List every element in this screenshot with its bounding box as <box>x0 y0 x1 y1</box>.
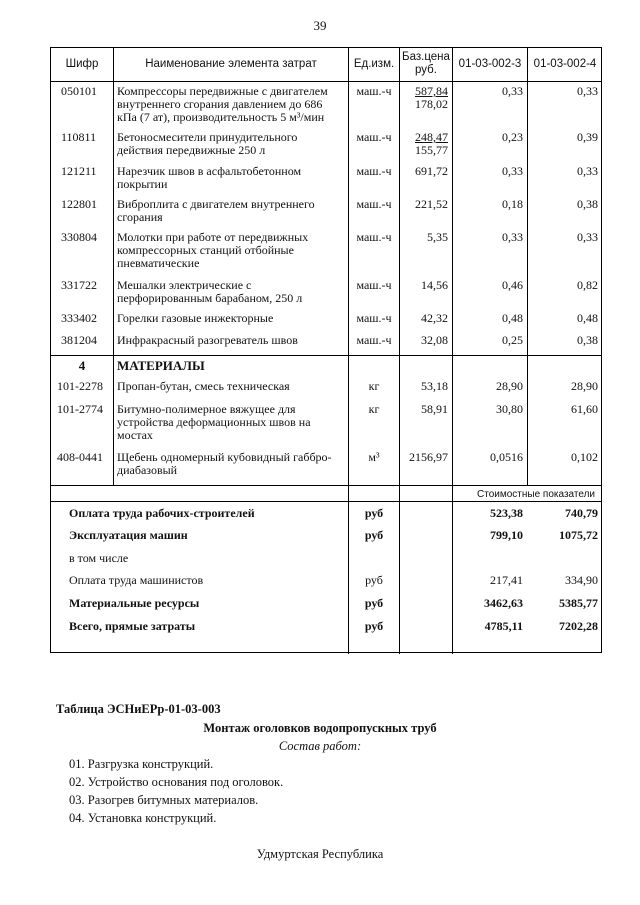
row-price: 32,08 <box>421 333 448 347</box>
summary-value-4: 5385,77 <box>559 596 598 610</box>
summary-value-3: 3462,63 <box>484 596 523 610</box>
summary-value-4: 1075,72 <box>559 528 598 542</box>
summary-unit: руб <box>364 596 384 610</box>
row-price-machinist: 178,02 <box>415 97 448 111</box>
header-divider <box>51 81 601 82</box>
materials-end-divider <box>51 485 601 486</box>
section-code: 4 <box>78 358 86 373</box>
summary-label: Оплата труда рабочих-строителей <box>69 506 255 520</box>
row-value-4: 0,102 <box>571 450 598 464</box>
row-price: 58,91 <box>421 402 448 416</box>
row-code: 333402 <box>61 311 97 325</box>
row-unit: маш.-ч <box>356 230 392 244</box>
row-value-3: 28,90 <box>496 379 523 393</box>
row-code: 331722 <box>61 278 97 292</box>
header-name: Наименование элемента затрат <box>145 58 317 70</box>
row-value-3: 0,0516 <box>490 450 523 464</box>
row-value-3: 0,25 <box>502 333 523 347</box>
row-unit: маш.-ч <box>356 278 392 292</box>
section-divider <box>51 355 601 356</box>
header-col4: 01-03-002-4 <box>533 58 597 70</box>
table-title: Монтаж оголовков водопропускных труб <box>203 721 437 735</box>
work-item: 02. Устройство основания под оголовок. <box>69 775 284 789</box>
row-value-4: 0,33 <box>577 84 598 98</box>
summary-unit: руб <box>364 619 384 633</box>
summary-label: в том числе <box>69 551 129 565</box>
row-price: 221,52 <box>415 197 448 211</box>
row-value-4: 0,48 <box>577 311 598 325</box>
row-value-4: 61,60 <box>571 402 598 416</box>
row-price: 248,47 <box>415 130 448 144</box>
row-code: 101-2774 <box>57 402 103 416</box>
summary-value-3: 799,10 <box>490 528 523 542</box>
col-divider <box>527 48 528 485</box>
region-footer: Удмуртская Республика <box>256 847 384 861</box>
row-unit: кг <box>368 379 380 393</box>
work-item: 04. Установка конструкций. <box>69 811 217 825</box>
row-code: 110811 <box>61 130 97 144</box>
row-code: 330804 <box>61 230 97 244</box>
row-unit: маш.-ч <box>356 197 392 211</box>
row-name: Мешалки электрические с перфорированным барабаном, 250 л <box>117 278 303 305</box>
row-name: Компрессоры передвижные с двигателем внутреннего сгорания давлением до 686 кПа (7 ат), производительность 5 м³/мин <box>117 84 328 124</box>
row-value-4: 0,39 <box>577 130 598 144</box>
row-code: 101-2278 <box>57 379 103 393</box>
summary-label: Оплата труда машинистов <box>69 573 204 587</box>
summary-value-3: 523,38 <box>490 506 523 520</box>
row-name: Бетоносмесители принудительного действия передвижные 250 л <box>117 130 298 157</box>
row-value-4: 0,38 <box>577 333 598 347</box>
row-price: 53,18 <box>421 379 448 393</box>
row-price: 587,84 <box>415 84 448 98</box>
summary-value-4: 334,90 <box>565 573 598 587</box>
summary-label: Эксплуатация машин <box>69 528 188 542</box>
header-unit: Ед.изм. <box>353 58 395 70</box>
summary-value-3: 217,41 <box>490 573 523 587</box>
section-title: МАТЕРИАЛЫ <box>117 358 205 373</box>
row-price: 2156,97 <box>409 450 448 464</box>
row-name: Битумно-полимерное вяжущее для устройства деформационных швов на мостах <box>117 402 311 442</box>
row-value-3: 0,33 <box>502 230 523 244</box>
row-value-3: 0,33 <box>502 84 523 98</box>
row-value-4: 0,33 <box>577 230 598 244</box>
row-value-3: 30,80 <box>496 402 523 416</box>
row-unit: маш.-ч <box>356 311 392 325</box>
summary-unit: руб <box>364 506 384 520</box>
table-id: Таблица ЭСНиЕРр-01-03-003 <box>56 702 221 716</box>
summary-unit: руб <box>365 573 383 587</box>
header-col3: 01-03-002-3 <box>458 58 522 70</box>
row-value-4: 28,90 <box>571 379 598 393</box>
row-value-3: 0,18 <box>502 197 523 211</box>
cost-indicators-header: Стоимостные показатели <box>477 489 595 500</box>
header-code: Шифр <box>65 58 99 70</box>
summary-unit: руб <box>364 528 384 542</box>
row-unit: маш.-ч <box>356 164 392 178</box>
row-price: 42,32 <box>421 311 448 325</box>
summary-label: Материальные ресурсы <box>69 596 200 610</box>
row-unit: м³ <box>368 450 380 464</box>
row-unit: маш.-ч <box>356 130 392 144</box>
row-code: 381204 <box>61 333 97 347</box>
page-number: 39 <box>313 18 327 33</box>
cost-header-divider <box>51 501 601 502</box>
work-composition-header: Состав работ: <box>278 739 362 753</box>
summary-value-3: 4785,11 <box>484 619 523 633</box>
row-code: 122801 <box>61 197 97 211</box>
header-base-price: Баз.цена руб. <box>402 51 450 76</box>
row-price: 5,35 <box>427 230 448 244</box>
row-name: Горелки газовые инжекторные <box>117 311 274 325</box>
row-value-4: 0,82 <box>577 278 598 292</box>
summary-value-4: 740,79 <box>565 506 598 520</box>
row-value-3: 0,33 <box>502 164 523 178</box>
row-name: Нарезчик швов в асфальтобетонном покрытии <box>117 164 302 191</box>
col-divider <box>399 48 400 654</box>
col-divider <box>113 48 114 485</box>
row-name: Щебень одномерный кубовидный габбро-диабазовый <box>117 450 332 477</box>
row-price: 691,72 <box>415 164 448 178</box>
row-value-3: 0,23 <box>502 130 523 144</box>
row-name: Виброплита с двигателем внутреннего сгорания <box>117 197 315 224</box>
row-code: 121211 <box>61 164 97 178</box>
row-unit: маш.-ч <box>356 84 392 98</box>
row-code: 408-0441 <box>57 450 103 464</box>
row-price: 14,56 <box>421 278 448 292</box>
row-name: Пропан-бутан, смесь техническая <box>117 379 290 393</box>
row-value-4: 0,38 <box>577 197 598 211</box>
row-name: Инфракрасный разогреватель швов <box>117 333 298 347</box>
work-item: 03. Разогрев битумных материалов. <box>69 793 259 807</box>
row-name: Молотки при работе от передвижных компрессорных станций отбойные пневматические <box>117 230 309 270</box>
estimate-table <box>50 47 602 653</box>
row-value-3: 0,48 <box>502 311 523 325</box>
row-value-4: 0,33 <box>577 164 598 178</box>
row-value-3: 0,46 <box>502 278 523 292</box>
row-code: 050101 <box>61 84 97 98</box>
summary-value-4: 7202,28 <box>559 619 598 633</box>
work-item: 01. Разгрузка конструкций. <box>69 757 214 771</box>
row-price-machinist: 155,77 <box>415 143 448 157</box>
row-unit: кг <box>368 402 380 416</box>
summary-label: Всего, прямые затраты <box>69 619 196 633</box>
row-unit: маш.-ч <box>356 333 392 347</box>
